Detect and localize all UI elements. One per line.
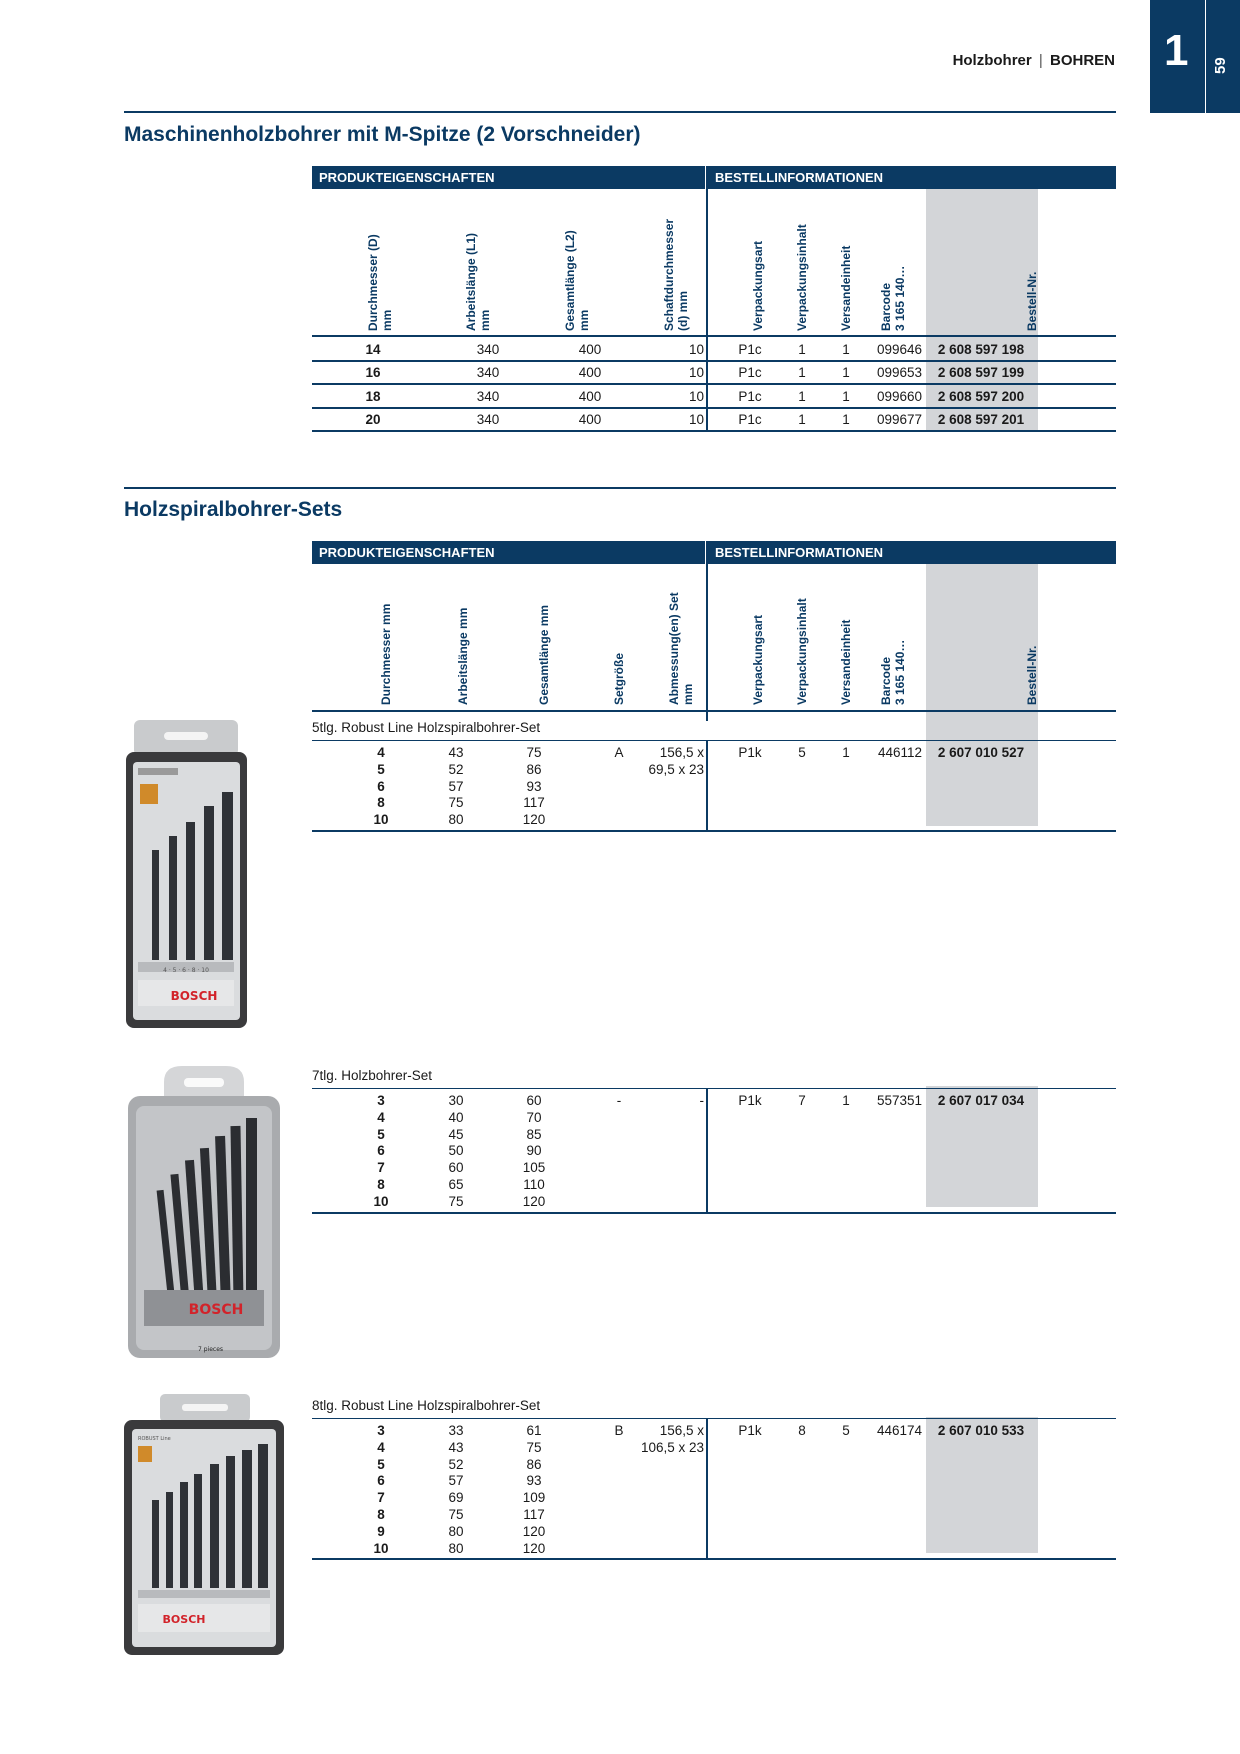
table-cell: 1 — [798, 389, 806, 404]
table-cell: 099677 — [876, 412, 922, 427]
table-cell: 10 — [688, 342, 704, 357]
set-name-rule — [312, 1088, 1116, 1089]
table-cell: 3 — [377, 1423, 385, 1438]
table-cell: 80 — [448, 1540, 464, 1556]
table-cell: 1 — [842, 1093, 850, 1108]
table-cell: 2 608 597 200 — [937, 389, 1025, 404]
column-header-4: Schaftdurchmesser (d) mm — [662, 218, 690, 331]
table-cell: 110 — [523, 1177, 545, 1192]
table-cell: 75 — [448, 1193, 464, 1209]
order-number: 2 607 017 034 — [937, 1093, 1025, 1108]
table-cell: 4 — [377, 745, 385, 760]
header-category: Holzbohrer — [952, 52, 1032, 69]
table-cell: 80 — [448, 1523, 464, 1539]
table-cell: 9 — [377, 1523, 385, 1539]
table-cell: 5 — [798, 745, 806, 760]
table-cell: 14 — [365, 342, 381, 357]
table-cell: 10 — [373, 812, 389, 828]
table-cell: 57 — [448, 778, 464, 794]
order-number: 2 607 010 527 — [937, 745, 1025, 760]
table-cell: P1c — [738, 412, 762, 427]
table-cell: 1 — [798, 412, 806, 427]
table-cell: 1 — [798, 342, 806, 357]
table-cell: 3 — [377, 1093, 385, 1108]
table-cell: 400 — [578, 365, 602, 380]
product-properties-bar: PRODUKTEIGENSCHAFTEN — [312, 541, 705, 564]
column-header-1: Durchmesser mm — [379, 603, 393, 705]
table-cell: 50 — [448, 1143, 464, 1159]
bosch-logo: BOSCH — [162, 1613, 206, 1626]
column-header-8: Barcode 3 165 140… — [879, 265, 907, 331]
table-cell: 340 — [476, 342, 500, 357]
bosch-logo: BOSCH — [188, 1302, 244, 1318]
table-cell: 1 — [842, 412, 850, 427]
table-cell: P1c — [738, 342, 762, 357]
table-cell: 2 608 597 199 — [937, 365, 1025, 380]
table-cell: 5 — [377, 1456, 385, 1472]
table-cell: 1 — [842, 342, 850, 357]
table-cell: 43 — [448, 1439, 464, 1455]
table-cell: 43 — [448, 745, 464, 760]
column-header-8: Versandeinheit — [839, 619, 853, 705]
table-cell: 099660 — [876, 389, 922, 404]
order-number-shade — [926, 564, 1038, 826]
product-image-5tlg-set — [124, 718, 249, 1030]
table-cell: 117 — [523, 795, 545, 811]
table-column-divider — [706, 1418, 708, 1560]
column-header-10: Bestell-Nr. — [1025, 645, 1039, 705]
table-cell: 52 — [448, 1456, 464, 1472]
set-dimension: 156,5 x — [659, 1423, 704, 1438]
table-cell: 400 — [578, 342, 602, 357]
set-bottom-rule — [312, 1558, 1116, 1560]
table-cell: 45 — [448, 1126, 464, 1142]
table-cell: 60 — [448, 1160, 464, 1176]
table-cell: 65 — [448, 1177, 464, 1192]
table-cell: 7 — [798, 1093, 806, 1108]
table-cell: 75 — [448, 795, 464, 811]
pieces-label: 7 pieces — [198, 1346, 224, 1353]
set-size: - — [616, 1093, 622, 1108]
table-column-divider — [706, 1088, 708, 1214]
table-cell: P1k — [738, 1423, 762, 1438]
column-header-4: Setgröße — [612, 652, 626, 705]
table-cell: 400 — [578, 412, 602, 427]
bosch-logo: BOSCH — [170, 989, 218, 1003]
table-cell: 80 — [448, 812, 464, 828]
page-number: 59 — [1212, 57, 1229, 74]
table-cell: 52 — [448, 761, 464, 777]
set-name: 5tlg. Robust Line Holzspiralbohrer-Set — [312, 720, 541, 735]
table-cell: 75 — [448, 1507, 464, 1522]
column-header-5: Abmessung(en) Set mm — [667, 592, 695, 705]
table-cell: 85 — [526, 1126, 542, 1142]
table-cell: 93 — [526, 1473, 542, 1489]
section-rule-2 — [124, 487, 1116, 489]
table-column-divider — [706, 740, 708, 832]
table-cell: 6 — [377, 1473, 385, 1489]
table-cell: 6 — [377, 778, 385, 794]
table-cell: 7 — [377, 1160, 385, 1176]
set-bottom-rule — [312, 1212, 1116, 1214]
table-cell: 5 — [377, 1126, 385, 1142]
section-rule-1 — [124, 111, 1116, 113]
table-cell: 099646 — [876, 342, 922, 357]
column-header-3: Gesamtlänge (L2) mm — [563, 230, 591, 331]
table-cell: 340 — [476, 365, 500, 380]
table-row-rule — [312, 430, 1116, 432]
table-column-divider — [706, 166, 708, 431]
table-cell: 86 — [526, 1456, 542, 1472]
table-cell: 70 — [526, 1109, 542, 1125]
table-cell: 57 — [448, 1473, 464, 1489]
table-cell: P1k — [738, 1093, 762, 1108]
product-image-8tlg-set — [124, 1392, 284, 1657]
svg-text:4 · 5 · 6 · 8 · 10: 4 · 5 · 6 · 8 · 10 — [163, 967, 209, 974]
table-row-rule — [312, 407, 1116, 409]
set-size: A — [614, 745, 624, 760]
set-dimension: 69,5 x 23 — [648, 761, 704, 777]
table-cell: 69 — [448, 1490, 464, 1506]
section-title-2: Holzspiralbohrer-Sets — [124, 498, 343, 521]
table-cell: 2 608 597 201 — [937, 412, 1025, 427]
table-cell: 1 — [842, 365, 850, 380]
table-cell: 2 608 597 198 — [937, 342, 1025, 357]
table-header-rule — [312, 335, 1116, 337]
table-cell: 120 — [522, 1540, 546, 1556]
set-dimension: 106,5 x 23 — [640, 1439, 704, 1455]
set-dimension: - — [699, 1093, 704, 1108]
set-size: B — [614, 1423, 624, 1438]
table-column-divider — [706, 541, 708, 721]
order-number: 2 607 010 533 — [937, 1423, 1025, 1438]
table-cell: 60 — [526, 1093, 542, 1108]
table-cell: 340 — [476, 412, 500, 427]
table-cell: P1c — [738, 389, 762, 404]
chapter-tab — [1150, 0, 1240, 113]
order-info-bar: BESTELLINFORMATIONEN — [708, 166, 1116, 189]
table-cell: 30 — [448, 1093, 464, 1108]
table-cell: 557351 — [876, 1093, 922, 1108]
table-cell: 5 — [842, 1423, 850, 1438]
table-cell: 109 — [522, 1490, 546, 1506]
header-separator: | — [1038, 52, 1043, 69]
table-cell: 10 — [688, 389, 704, 404]
set-name: 8tlg. Robust Line Holzspiralbohrer-Set — [312, 1398, 541, 1413]
running-header — [953, 52, 1115, 69]
table-cell: 93 — [526, 778, 542, 794]
table-cell: 1 — [842, 745, 850, 760]
table-cell: 10 — [373, 1193, 389, 1209]
chapter-number: 1 — [1164, 26, 1189, 75]
set-name-rule — [312, 740, 1116, 741]
set-dimension: 156,5 x — [659, 745, 704, 760]
table-cell: 5 — [377, 761, 385, 777]
table-header-rule — [312, 710, 1116, 712]
column-header-6: Verpackungsart — [751, 614, 765, 705]
table-cell: 75 — [526, 745, 542, 760]
table-cell: 400 — [578, 389, 602, 404]
table-cell: 61 — [526, 1423, 542, 1438]
column-header-1: Durchmesser (D) mm — [366, 234, 394, 331]
table-cell: 120 — [522, 1523, 546, 1539]
header-section: BOHREN — [1049, 52, 1115, 69]
product-image-7tlg-set — [124, 1062, 284, 1362]
table-cell: P1c — [738, 365, 762, 380]
column-header-9: Bestell-Nr. — [1025, 271, 1039, 331]
column-header-9: Barcode 3 165 140… — [879, 639, 907, 705]
column-header-3: Gesamtlänge mm — [537, 604, 551, 705]
table-cell: 20 — [365, 412, 381, 427]
column-header-5: Verpackungsart — [751, 240, 765, 331]
table-cell: 10 — [688, 365, 704, 380]
column-header-2: Arbeitslänge (L1) mm — [464, 232, 492, 331]
table-cell: 10 — [688, 412, 704, 427]
table-cell: 1 — [842, 389, 850, 404]
table-cell: 446112 — [877, 745, 922, 760]
table-cell: 446174 — [876, 1423, 922, 1438]
table-row-rule — [312, 383, 1116, 385]
chapter-tab-divider — [1205, 0, 1206, 113]
table-cell: P1k — [738, 745, 762, 760]
table-cell: 117 — [523, 1507, 545, 1522]
column-header-6: Verpackungsinhalt — [795, 224, 809, 331]
table-cell: 099653 — [876, 365, 922, 380]
set-bottom-rule — [312, 830, 1116, 832]
order-info-bar: BESTELLINFORMATIONEN — [708, 541, 1116, 564]
table-row-rule — [312, 360, 1116, 362]
table-cell: 18 — [365, 389, 381, 404]
robust-line-label: ROBUST Line — [138, 1436, 171, 1442]
table-cell: 340 — [476, 389, 500, 404]
table-cell: 105 — [522, 1160, 546, 1176]
table-cell: 33 — [448, 1423, 464, 1438]
table-cell: 8 — [377, 1177, 385, 1192]
product-properties-bar: PRODUKTEIGENSCHAFTEN — [312, 166, 705, 189]
table-cell: 40 — [448, 1109, 464, 1125]
table-cell: 120 — [522, 1193, 546, 1209]
table-cell: 75 — [526, 1439, 542, 1455]
table-cell: 8 — [377, 795, 385, 811]
table-cell: 6 — [377, 1143, 385, 1159]
column-header-7: Versandeinheit — [839, 245, 853, 331]
table-cell: 86 — [526, 761, 542, 777]
table-cell: 8 — [377, 1507, 385, 1522]
table-cell: 120 — [522, 812, 546, 828]
column-header-7: Verpackungsinhalt — [795, 598, 809, 705]
table-cell: 16 — [365, 365, 381, 380]
table-cell: 4 — [377, 1439, 385, 1455]
table-cell: 7 — [377, 1490, 385, 1506]
set-name: 7tlg. Holzbohrer-Set — [312, 1068, 433, 1083]
table-cell: 90 — [526, 1143, 542, 1159]
table-cell: 4 — [377, 1109, 385, 1125]
column-header-2: Arbeitslänge mm — [456, 607, 470, 705]
section-title-1: Maschinenholzbohrer mit M-Spitze (2 Vorschneider) — [124, 123, 641, 146]
table-cell: 1 — [798, 365, 806, 380]
table-cell: 8 — [798, 1423, 806, 1438]
set-name-rule — [312, 1418, 1116, 1419]
table-cell: 10 — [373, 1540, 389, 1556]
